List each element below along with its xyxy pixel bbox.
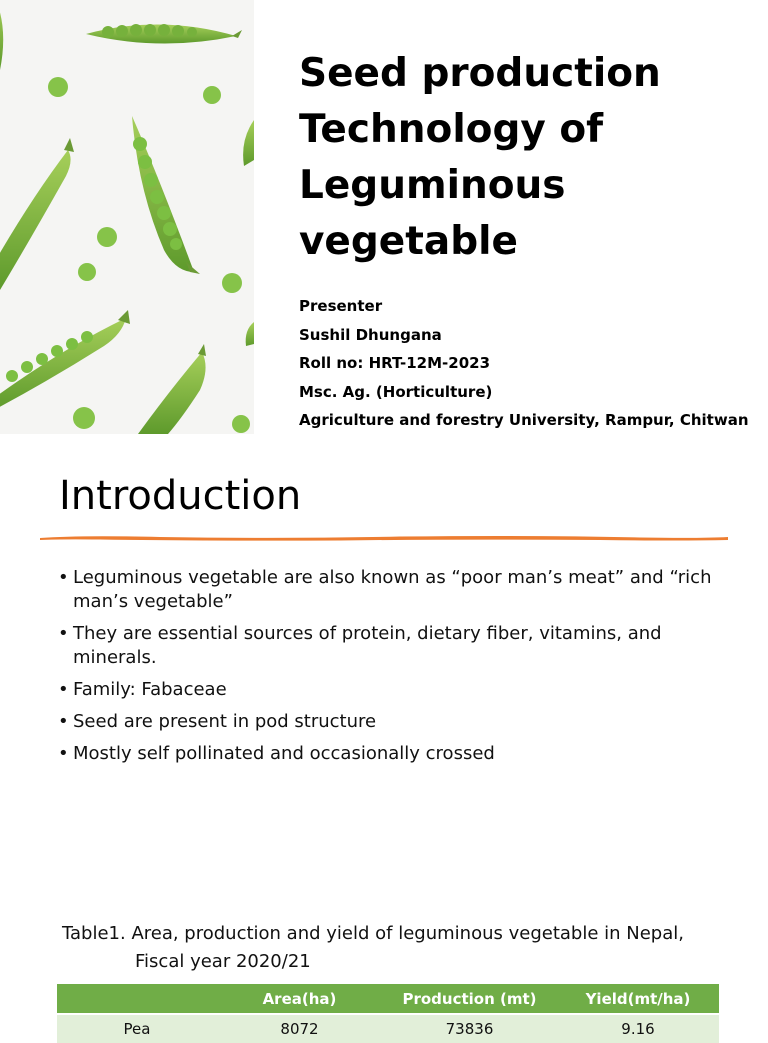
list-item-text: Family: Fabaceae — [73, 679, 227, 700]
bullet-glyph: • — [58, 679, 69, 700]
title-line: Technology of — [299, 107, 604, 152]
presentation-title — [299, 46, 739, 270]
bullet-glyph: • — [58, 567, 69, 588]
roll-number: Roll no: HRT-12M-2023 — [299, 354, 491, 373]
pea-pods-photo — [0, 0, 254, 434]
list-item — [58, 742, 728, 766]
list-item-text: Mostly self pollinated and occasionally crossed — [73, 743, 495, 764]
orange-brush-divider — [40, 533, 728, 543]
caption-line: Fiscal year 2020/21 — [135, 951, 311, 972]
list-item-text: Seed are present in pod structure — [73, 711, 377, 732]
degree: Msc. Ag. (Horticulture) — [299, 382, 493, 401]
section-title: Introduction — [59, 473, 302, 519]
bullet-glyph: • — [58, 711, 69, 732]
list-item — [58, 566, 728, 614]
list-item-text: They are essential sources of protein, dietary fiber, vitamins, and minerals. — [73, 623, 662, 668]
table-cell: 8072 — [217, 1014, 382, 1043]
list-item — [58, 710, 728, 734]
list-item-text: Leguminous vegetable are also known as “poor man’s meat” and “rich man’s vegetable” — [73, 567, 712, 612]
table-caption — [62, 920, 732, 976]
caption-line: Table1. Area, production and yield of leguminous vegetable in Nepal, — [62, 923, 684, 944]
table-cell: Pea — [57, 1014, 217, 1043]
vegetable-data-table — [57, 984, 719, 1043]
introduction-slide — [0, 436, 768, 1038]
presenter-info — [299, 292, 759, 435]
presenter-label: Presenter — [299, 297, 383, 315]
column-header: Production (mt) — [382, 984, 557, 1014]
bullet-glyph: • — [58, 743, 69, 764]
table-row — [57, 1014, 719, 1043]
list-item — [58, 622, 728, 670]
title-slide — [0, 0, 768, 436]
bullet-list — [58, 566, 728, 774]
table-cell: 9.16 — [557, 1014, 719, 1043]
column-header: Yield(mt/ha) — [557, 984, 719, 1014]
title-line: vegetable — [299, 219, 518, 264]
title-line: Leguminous — [299, 163, 566, 208]
presenter-name: Sushil Dhungana — [299, 325, 442, 344]
list-item — [58, 678, 728, 702]
table-header-row — [57, 984, 719, 1014]
title-line: Seed production — [299, 51, 661, 96]
university: Agriculture and forestry University, Rampur, Chitwan — [299, 411, 749, 430]
bullet-glyph: • — [58, 623, 69, 644]
table-cell: 73836 — [382, 1014, 557, 1043]
column-header: Area(ha) — [217, 984, 382, 1014]
column-header — [57, 984, 217, 1014]
